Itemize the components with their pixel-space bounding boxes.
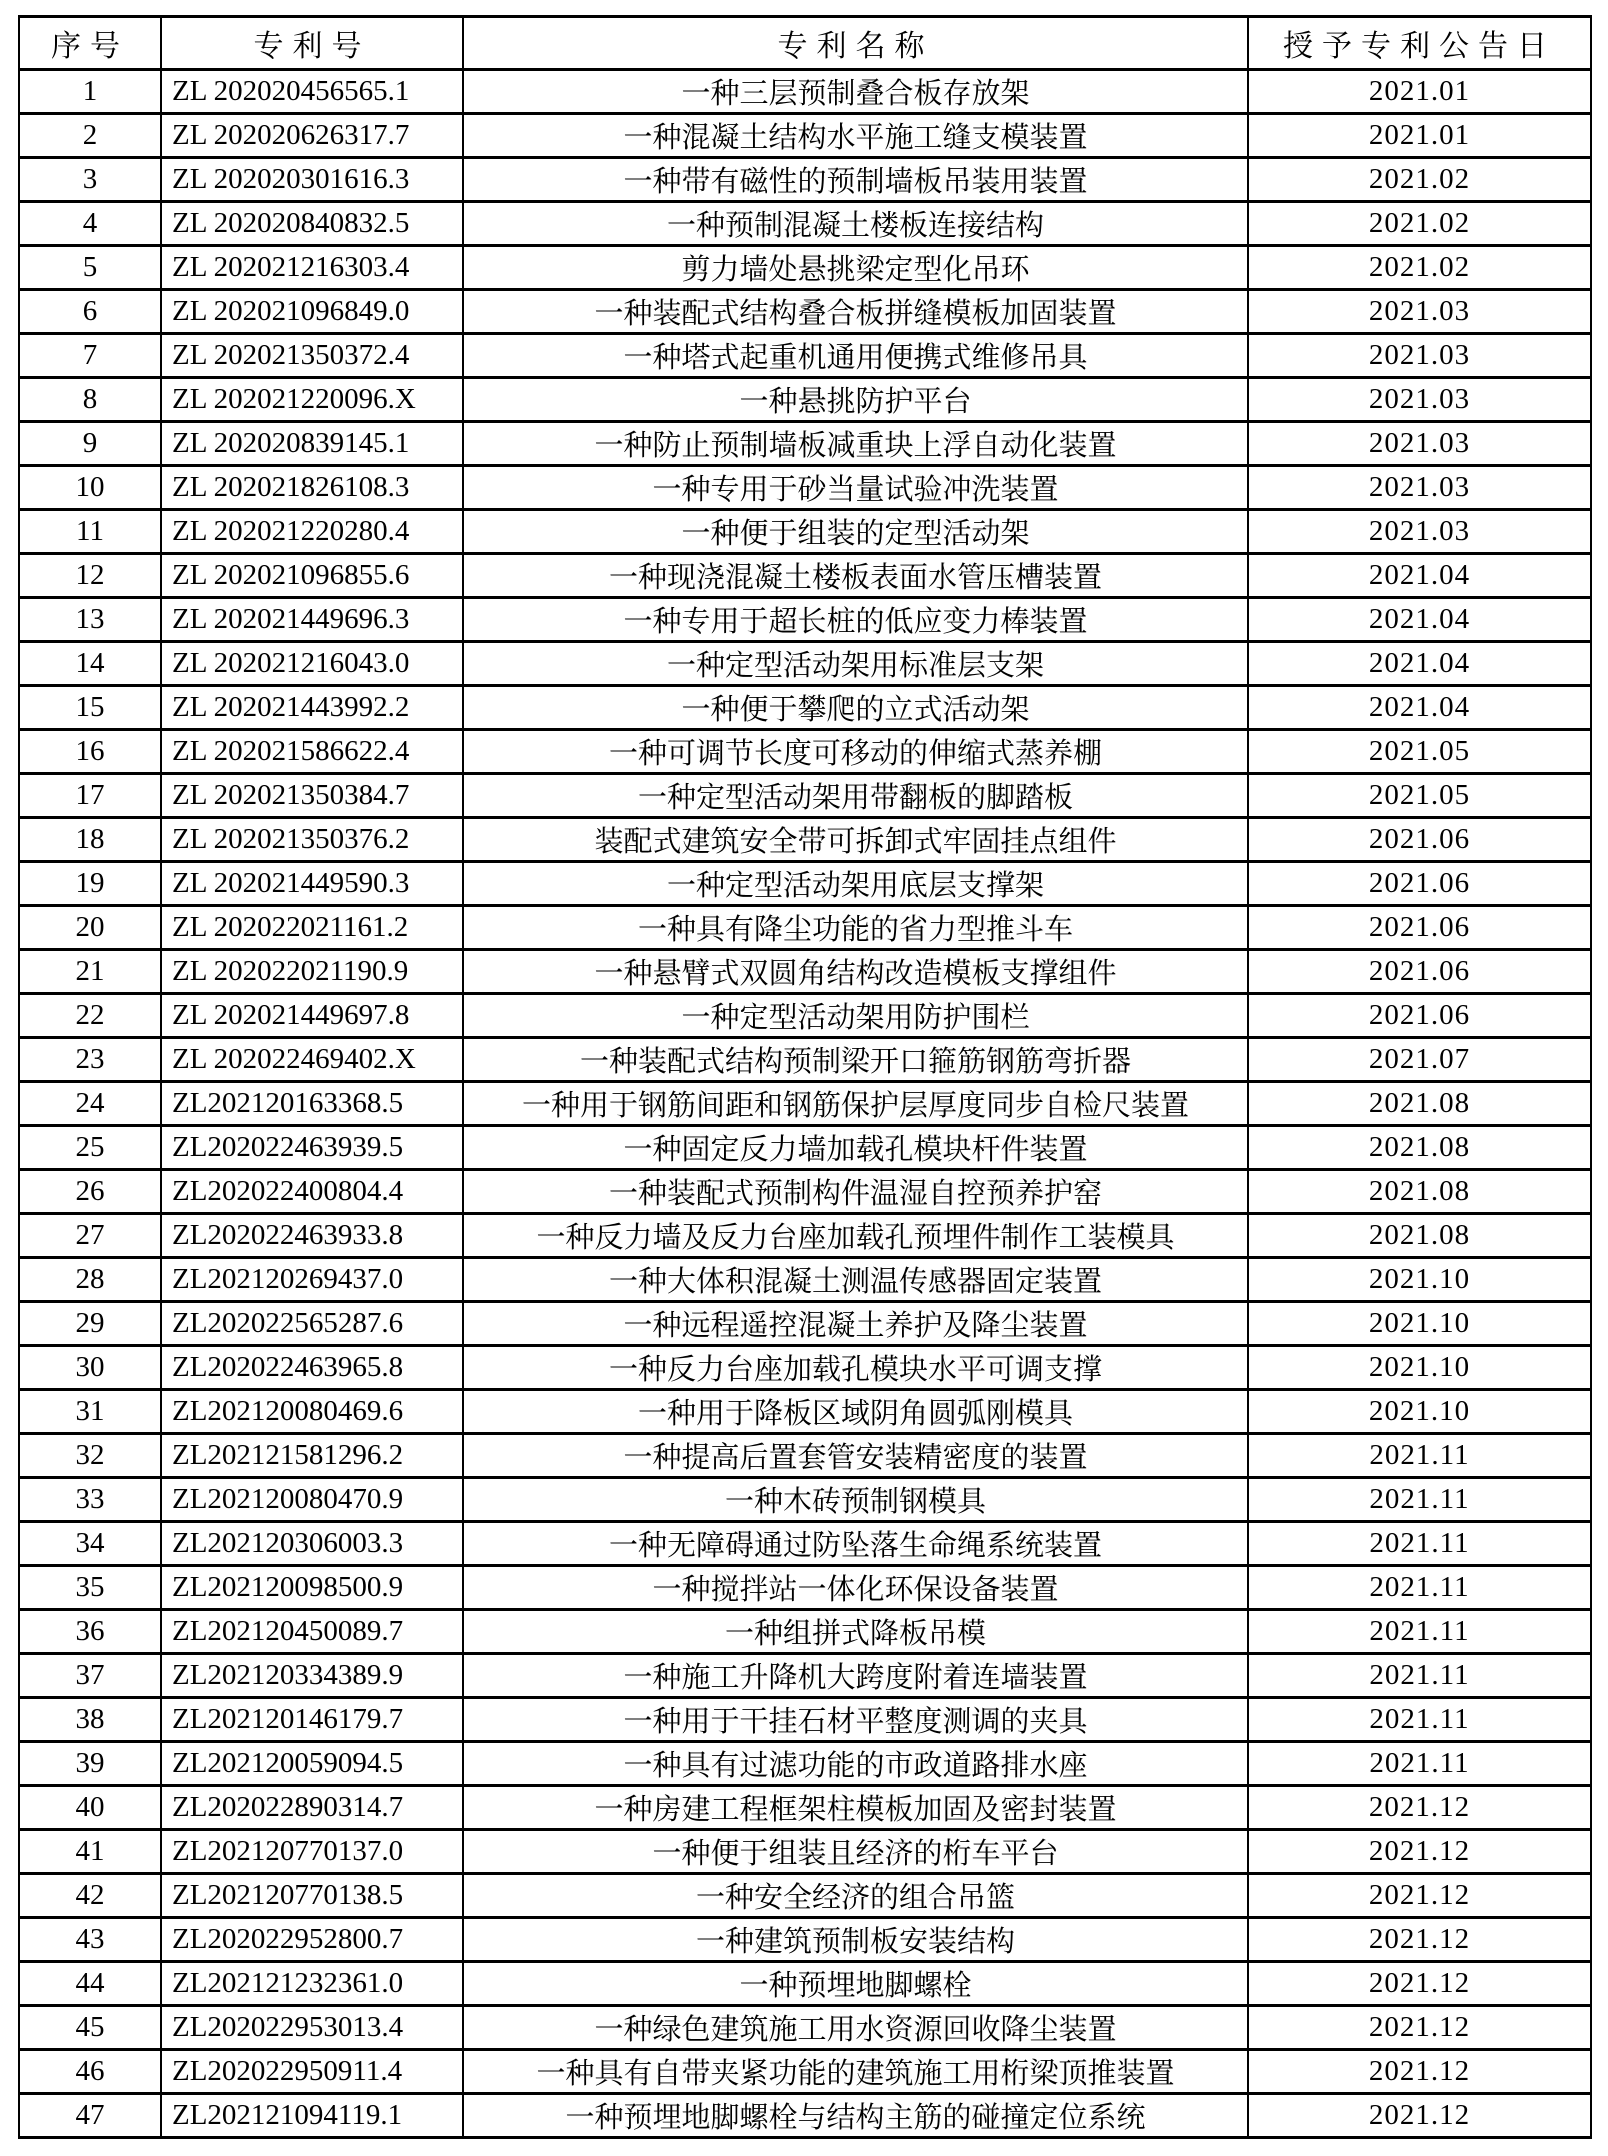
serial-number-cell: 5 <box>19 246 161 290</box>
patent-number-cell: ZL202121232361.0 <box>161 1962 463 2006</box>
table-row <box>19 202 1591 246</box>
patent-title-cell: 一种建筑预制板安装结构 <box>463 1918 1248 1962</box>
patent-title-cell: 一种反力墙及反力台座加载孔预埋件制作工装模具 <box>463 1214 1248 1258</box>
table-row <box>19 1038 1591 1082</box>
grant-date-cell: 2021.11 <box>1248 1434 1591 1478</box>
table-row <box>19 1522 1591 1566</box>
grant-date-cell: 2021.06 <box>1248 994 1591 1038</box>
patent-title-cell: 一种具有自带夹紧功能的建筑施工用桁梁顶推装置 <box>463 2050 1248 2094</box>
patent-table-body <box>19 70 1591 2138</box>
patent-number-cell: ZL202120163368.5 <box>161 1082 463 1126</box>
table-row <box>19 1302 1591 1346</box>
patent-title-cell: 一种用于干挂石材平整度测调的夹具 <box>463 1698 1248 1742</box>
serial-number-cell: 16 <box>19 730 161 774</box>
patent-number-cell: ZL 202021449697.8 <box>161 994 463 1038</box>
table-row <box>19 158 1591 202</box>
patent-title-cell: 一种施工升降机大跨度附着连墙装置 <box>463 1654 1248 1698</box>
table-row <box>19 422 1591 466</box>
patent-number-cell: ZL202120306003.3 <box>161 1522 463 1566</box>
serial-number-cell: 21 <box>19 950 161 994</box>
patent-title-cell: 一种预埋地脚螺栓与结构主筋的碰撞定位系统 <box>463 2094 1248 2138</box>
serial-number-cell: 40 <box>19 1786 161 1830</box>
patent-number-cell: ZL 202021449590.3 <box>161 862 463 906</box>
grant-date-cell: 2021.04 <box>1248 642 1591 686</box>
serial-number-cell: 10 <box>19 466 161 510</box>
table-row <box>19 950 1591 994</box>
grant-date-cell: 2021.12 <box>1248 1830 1591 1874</box>
serial-number-cell: 12 <box>19 554 161 598</box>
patent-title-cell: 一种现浇混凝土楼板表面水管压槽装置 <box>463 554 1248 598</box>
table-row <box>19 1346 1591 1390</box>
serial-number-cell: 24 <box>19 1082 161 1126</box>
patent-number-cell: ZL202120059094.5 <box>161 1742 463 1786</box>
patent-title-cell: 一种具有降尘功能的省力型推斗车 <box>463 906 1248 950</box>
grant-date-cell: 2021.12 <box>1248 2094 1591 2138</box>
patent-title-cell: 一种防止预制墙板减重块上浮自动化装置 <box>463 422 1248 466</box>
grant-date-cell: 2021.11 <box>1248 1522 1591 1566</box>
grant-date-cell: 2021.10 <box>1248 1346 1591 1390</box>
serial-number-cell: 45 <box>19 2006 161 2050</box>
grant-date-cell: 2021.05 <box>1248 774 1591 818</box>
serial-number-cell: 14 <box>19 642 161 686</box>
table-row <box>19 1434 1591 1478</box>
grant-date-cell: 2021.12 <box>1248 1786 1591 1830</box>
table-row <box>19 70 1591 114</box>
patent-title-cell: 一种混凝土结构水平施工缝支模装置 <box>463 114 1248 158</box>
grant-date-cell: 2021.11 <box>1248 1698 1591 1742</box>
serial-number-cell: 26 <box>19 1170 161 1214</box>
grant-date-cell: 2021.05 <box>1248 730 1591 774</box>
grant-date-cell: 2021.11 <box>1248 1478 1591 1522</box>
table-row <box>19 1830 1591 1874</box>
grant-date-cell: 2021.12 <box>1248 2050 1591 2094</box>
serial-number-cell: 32 <box>19 1434 161 1478</box>
table-row <box>19 598 1591 642</box>
patent-title-cell: 一种专用于超长桩的低应变力棒装置 <box>463 598 1248 642</box>
patent-title-cell: 一种定型活动架用底层支撑架 <box>463 862 1248 906</box>
patent-number-cell: ZL 202022021190.9 <box>161 950 463 994</box>
patent-title-cell: 一种具有过滤功能的市政道路排水座 <box>463 1742 1248 1786</box>
grant-date-cell: 2021.12 <box>1248 1874 1591 1918</box>
grant-date-cell: 2021.04 <box>1248 686 1591 730</box>
table-row <box>19 114 1591 158</box>
patent-table <box>18 15 1592 2139</box>
patent-number-cell: ZL202022463933.8 <box>161 1214 463 1258</box>
serial-number-cell: 28 <box>19 1258 161 1302</box>
patent-number-cell: ZL 202020839145.1 <box>161 422 463 466</box>
table-row <box>19 862 1591 906</box>
serial-number-cell: 34 <box>19 1522 161 1566</box>
patent-number-cell: ZL202120098500.9 <box>161 1566 463 1610</box>
grant-date-cell: 2021.08 <box>1248 1170 1591 1214</box>
serial-number-cell: 42 <box>19 1874 161 1918</box>
serial-number-cell: 25 <box>19 1126 161 1170</box>
table-row <box>19 1654 1591 1698</box>
patent-title-cell: 一种反力台座加载孔模块水平可调支撑 <box>463 1346 1248 1390</box>
patent-title-cell: 一种装配式结构预制梁开口箍筋钢筋弯折器 <box>463 1038 1248 1082</box>
serial-number-cell: 17 <box>19 774 161 818</box>
patent-title-cell: 一种用于钢筋间距和钢筋保护层厚度同步自检尺装置 <box>463 1082 1248 1126</box>
patent-title-cell: 一种安全经济的组合吊篮 <box>463 1874 1248 1918</box>
grant-date-cell: 2021.04 <box>1248 554 1591 598</box>
header-patent-number: 专利号 <box>161 17 463 70</box>
patent-title-cell: 一种装配式预制构件温湿自控预养护窑 <box>463 1170 1248 1214</box>
table-row <box>19 2006 1591 2050</box>
table-row <box>19 1610 1591 1654</box>
patent-number-cell: ZL 202021220096.X <box>161 378 463 422</box>
serial-number-cell: 27 <box>19 1214 161 1258</box>
table-row <box>19 246 1591 290</box>
patent-title-cell: 一种悬挑防护平台 <box>463 378 1248 422</box>
table-row <box>19 334 1591 378</box>
patent-title-cell: 一种可调节长度可移动的伸缩式蒸养棚 <box>463 730 1248 774</box>
serial-number-cell: 2 <box>19 114 161 158</box>
patent-title-cell: 一种三层预制叠合板存放架 <box>463 70 1248 114</box>
table-row <box>19 730 1591 774</box>
grant-date-cell: 2021.03 <box>1248 510 1591 554</box>
patent-title-cell: 装配式建筑安全带可拆卸式牢固挂点组件 <box>463 818 1248 862</box>
grant-date-cell: 2021.08 <box>1248 1126 1591 1170</box>
patent-title-cell: 一种木砖预制钢模具 <box>463 1478 1248 1522</box>
patent-number-cell: ZL 202020840832.5 <box>161 202 463 246</box>
table-row <box>19 774 1591 818</box>
table-row <box>19 1170 1591 1214</box>
table-row <box>19 818 1591 862</box>
table-row <box>19 906 1591 950</box>
patent-title-cell: 一种预埋地脚螺栓 <box>463 1962 1248 2006</box>
serial-number-cell: 3 <box>19 158 161 202</box>
serial-number-cell: 35 <box>19 1566 161 1610</box>
grant-date-cell: 2021.12 <box>1248 2006 1591 2050</box>
patent-title-cell: 一种组拼式降板吊模 <box>463 1610 1248 1654</box>
table-row <box>19 1478 1591 1522</box>
serial-number-cell: 7 <box>19 334 161 378</box>
grant-date-cell: 2021.02 <box>1248 158 1591 202</box>
serial-number-cell: 4 <box>19 202 161 246</box>
patent-title-cell: 一种专用于砂当量试验冲洗装置 <box>463 466 1248 510</box>
grant-date-cell: 2021.04 <box>1248 598 1591 642</box>
grant-date-cell: 2021.11 <box>1248 1742 1591 1786</box>
grant-date-cell: 2021.07 <box>1248 1038 1591 1082</box>
patent-title-cell: 一种提高后置套管安装精密度的装置 <box>463 1434 1248 1478</box>
patent-number-cell: ZL202120269437.0 <box>161 1258 463 1302</box>
table-row <box>19 642 1591 686</box>
grant-date-cell: 2021.10 <box>1248 1258 1591 1302</box>
serial-number-cell: 18 <box>19 818 161 862</box>
patent-number-cell: ZL 202021826108.3 <box>161 466 463 510</box>
patent-number-cell: ZL 202021350384.7 <box>161 774 463 818</box>
patent-number-cell: ZL 202020301616.3 <box>161 158 463 202</box>
patent-title-cell: 一种绿色建筑施工用水资源回收降尘装置 <box>463 2006 1248 2050</box>
serial-number-cell: 15 <box>19 686 161 730</box>
grant-date-cell: 2021.06 <box>1248 862 1591 906</box>
patent-number-cell: ZL202121094119.1 <box>161 2094 463 2138</box>
table-row <box>19 290 1591 334</box>
header-row <box>19 17 1591 70</box>
grant-date-cell: 2021.02 <box>1248 246 1591 290</box>
patent-number-cell: ZL202022953013.4 <box>161 2006 463 2050</box>
table-row <box>19 1390 1591 1434</box>
table-row <box>19 1258 1591 1302</box>
serial-number-cell: 8 <box>19 378 161 422</box>
patent-title-cell: 一种大体积混凝土测温传感器固定装置 <box>463 1258 1248 1302</box>
header-grant-date: 授予专利公告日 <box>1248 17 1591 70</box>
patent-number-cell: ZL 202021350376.2 <box>161 818 463 862</box>
serial-number-cell: 38 <box>19 1698 161 1742</box>
table-row <box>19 1742 1591 1786</box>
serial-number-cell: 9 <box>19 422 161 466</box>
patent-number-cell: ZL202120450089.7 <box>161 1610 463 1654</box>
table-row <box>19 1918 1591 1962</box>
grant-date-cell: 2021.02 <box>1248 202 1591 246</box>
serial-number-cell: 19 <box>19 862 161 906</box>
serial-number-cell: 33 <box>19 1478 161 1522</box>
grant-date-cell: 2021.08 <box>1248 1214 1591 1258</box>
grant-date-cell: 2021.03 <box>1248 334 1591 378</box>
patent-number-cell: ZL 202022469402.X <box>161 1038 463 1082</box>
grant-date-cell: 2021.01 <box>1248 70 1591 114</box>
patent-title-cell: 一种无障碍通过防坠落生命绳系统装置 <box>463 1522 1248 1566</box>
table-row <box>19 2050 1591 2094</box>
patent-number-cell: ZL202120146179.7 <box>161 1698 463 1742</box>
patent-title-cell: 剪力墙处悬挑梁定型化吊环 <box>463 246 1248 290</box>
table-row <box>19 1082 1591 1126</box>
patent-number-cell: ZL 202021216303.4 <box>161 246 463 290</box>
grant-date-cell: 2021.01 <box>1248 114 1591 158</box>
patent-number-cell: ZL202121581296.2 <box>161 1434 463 1478</box>
header-patent-title: 专利名称 <box>463 17 1248 70</box>
serial-number-cell: 20 <box>19 906 161 950</box>
serial-number-cell: 22 <box>19 994 161 1038</box>
table-row <box>19 1874 1591 1918</box>
grant-date-cell: 2021.12 <box>1248 1918 1591 1962</box>
table-row <box>19 466 1591 510</box>
patent-number-cell: ZL 202020456565.1 <box>161 70 463 114</box>
grant-date-cell: 2021.06 <box>1248 818 1591 862</box>
grant-date-cell: 2021.11 <box>1248 1654 1591 1698</box>
serial-number-cell: 39 <box>19 1742 161 1786</box>
serial-number-cell: 43 <box>19 1918 161 1962</box>
grant-date-cell: 2021.03 <box>1248 422 1591 466</box>
patent-title-cell: 一种固定反力墙加载孔模块杆件装置 <box>463 1126 1248 1170</box>
grant-date-cell: 2021.10 <box>1248 1390 1591 1434</box>
patent-number-cell: ZL 202021096849.0 <box>161 290 463 334</box>
patent-title-cell: 一种带有磁性的预制墙板吊装用装置 <box>463 158 1248 202</box>
serial-number-cell: 6 <box>19 290 161 334</box>
patent-title-cell: 一种悬臂式双圆角结构改造模板支撑组件 <box>463 950 1248 994</box>
header-serial-number: 序号 <box>19 17 161 70</box>
patent-number-cell: ZL 202020626317.7 <box>161 114 463 158</box>
patent-title-cell: 一种便于组装的定型活动架 <box>463 510 1248 554</box>
patent-title-cell: 一种定型活动架用带翻板的脚踏板 <box>463 774 1248 818</box>
patent-number-cell: ZL 202021350372.4 <box>161 334 463 378</box>
patent-number-cell: ZL202022565287.6 <box>161 1302 463 1346</box>
patent-number-cell: ZL 202021220280.4 <box>161 510 463 554</box>
serial-number-cell: 44 <box>19 1962 161 2006</box>
table-row <box>19 1962 1591 2006</box>
table-row <box>19 994 1591 1038</box>
patent-title-cell: 一种搅拌站一体化环保设备装置 <box>463 1566 1248 1610</box>
serial-number-cell: 13 <box>19 598 161 642</box>
table-row <box>19 1126 1591 1170</box>
patent-title-cell: 一种房建工程框架柱模板加固及密封装置 <box>463 1786 1248 1830</box>
grant-date-cell: 2021.06 <box>1248 950 1591 994</box>
patent-title-cell: 一种定型活动架用标准层支架 <box>463 642 1248 686</box>
patent-number-cell: ZL202022463939.5 <box>161 1126 463 1170</box>
table-row <box>19 2094 1591 2138</box>
table-row <box>19 1786 1591 1830</box>
serial-number-cell: 46 <box>19 2050 161 2094</box>
patent-title-cell: 一种定型活动架用防护围栏 <box>463 994 1248 1038</box>
grant-date-cell: 2021.11 <box>1248 1566 1591 1610</box>
serial-number-cell: 1 <box>19 70 161 114</box>
table-row <box>19 510 1591 554</box>
grant-date-cell: 2021.03 <box>1248 466 1591 510</box>
serial-number-cell: 37 <box>19 1654 161 1698</box>
patent-number-cell: ZL 202021449696.3 <box>161 598 463 642</box>
patent-number-cell: ZL202120334389.9 <box>161 1654 463 1698</box>
table-row <box>19 1698 1591 1742</box>
patent-number-cell: ZL202022950911.4 <box>161 2050 463 2094</box>
patent-number-cell: ZL 202021216043.0 <box>161 642 463 686</box>
serial-number-cell: 11 <box>19 510 161 554</box>
grant-date-cell: 2021.06 <box>1248 906 1591 950</box>
patent-number-cell: ZL202022400804.4 <box>161 1170 463 1214</box>
grant-date-cell: 2021.03 <box>1248 290 1591 334</box>
patent-title-cell: 一种便于组装且经济的桁车平台 <box>463 1830 1248 1874</box>
patent-number-cell: ZL202120770138.5 <box>161 1874 463 1918</box>
patent-number-cell: ZL202120080469.6 <box>161 1390 463 1434</box>
patent-number-cell: ZL202022890314.7 <box>161 1786 463 1830</box>
grant-date-cell: 2021.10 <box>1248 1302 1591 1346</box>
grant-date-cell: 2021.08 <box>1248 1082 1591 1126</box>
patent-number-cell: ZL202022952800.7 <box>161 1918 463 1962</box>
serial-number-cell: 29 <box>19 1302 161 1346</box>
grant-date-cell: 2021.12 <box>1248 1962 1591 2006</box>
table-row <box>19 1214 1591 1258</box>
patent-title-cell: 一种便于攀爬的立式活动架 <box>463 686 1248 730</box>
patent-title-cell: 一种用于降板区域阴角圆弧刚模具 <box>463 1390 1248 1434</box>
patent-number-cell: ZL202120770137.0 <box>161 1830 463 1874</box>
serial-number-cell: 31 <box>19 1390 161 1434</box>
table-header <box>19 17 1591 70</box>
serial-number-cell: 41 <box>19 1830 161 1874</box>
table-row <box>19 1566 1591 1610</box>
patent-number-cell: ZL202120080470.9 <box>161 1478 463 1522</box>
patent-number-cell: ZL 202021096855.6 <box>161 554 463 598</box>
serial-number-cell: 36 <box>19 1610 161 1654</box>
patent-title-cell: 一种预制混凝土楼板连接结构 <box>463 202 1248 246</box>
patent-number-cell: ZL 202021586622.4 <box>161 730 463 774</box>
patent-title-cell: 一种塔式起重机通用便携式维修吊具 <box>463 334 1248 378</box>
serial-number-cell: 30 <box>19 1346 161 1390</box>
table-row <box>19 686 1591 730</box>
table-row <box>19 378 1591 422</box>
grant-date-cell: 2021.03 <box>1248 378 1591 422</box>
patent-number-cell: ZL 202022021161.2 <box>161 906 463 950</box>
serial-number-cell: 47 <box>19 2094 161 2138</box>
table-row <box>19 554 1591 598</box>
patent-title-cell: 一种远程遥控混凝土养护及降尘装置 <box>463 1302 1248 1346</box>
serial-number-cell: 23 <box>19 1038 161 1082</box>
patent-number-cell: ZL 202021443992.2 <box>161 686 463 730</box>
patent-title-cell: 一种装配式结构叠合板拼缝模板加固装置 <box>463 290 1248 334</box>
grant-date-cell: 2021.11 <box>1248 1610 1591 1654</box>
patent-number-cell: ZL202022463965.8 <box>161 1346 463 1390</box>
